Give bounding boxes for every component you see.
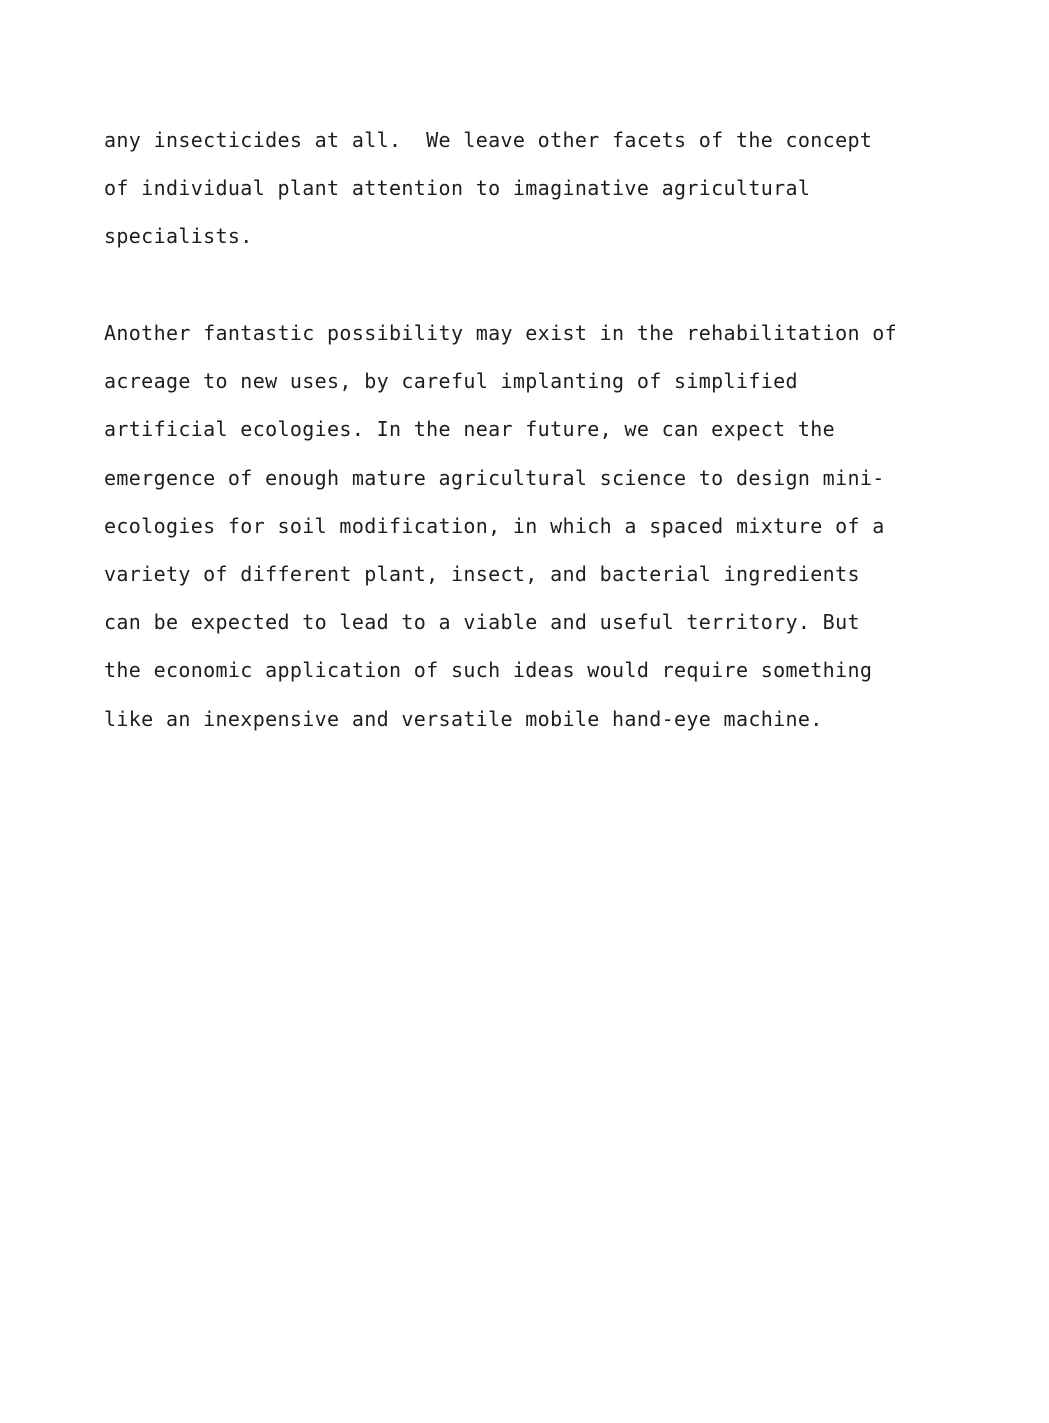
text-line: the economic application of such ideas would require something — [104, 658, 873, 683]
text-line: Another fantastic possibility may exist in the rehabilitation of — [104, 321, 898, 345]
text-line: like an inexpensive and versatile mobile hand-eye machine. — [104, 706, 823, 731]
text-line: acreage to new uses, by careful implanting of simplified — [104, 369, 798, 394]
text-line: variety of different plant, insect, and bacterial ingredients — [104, 561, 860, 586]
text-line: any insecticides at all. We leave other facets of the concept — [104, 128, 873, 152]
text-line: can be expected to lead to a viable and useful territory. But — [104, 610, 860, 635]
text-line: artificial ecologies. In the near future, we can expect the — [104, 417, 836, 442]
paragraph-artificial-ecologies — [104, 317, 1044, 751]
text-line: specialists. — [104, 224, 253, 249]
text-line: emergence of enough mature agricultural science to design mini- — [104, 465, 885, 490]
text-line: of individual plant attention to imaginative agricultural — [104, 176, 811, 201]
text-line: ecologies for soil modification, in which a spaced mixture of a — [104, 513, 885, 538]
paragraph-individual-plant-attention — [104, 124, 1044, 269]
